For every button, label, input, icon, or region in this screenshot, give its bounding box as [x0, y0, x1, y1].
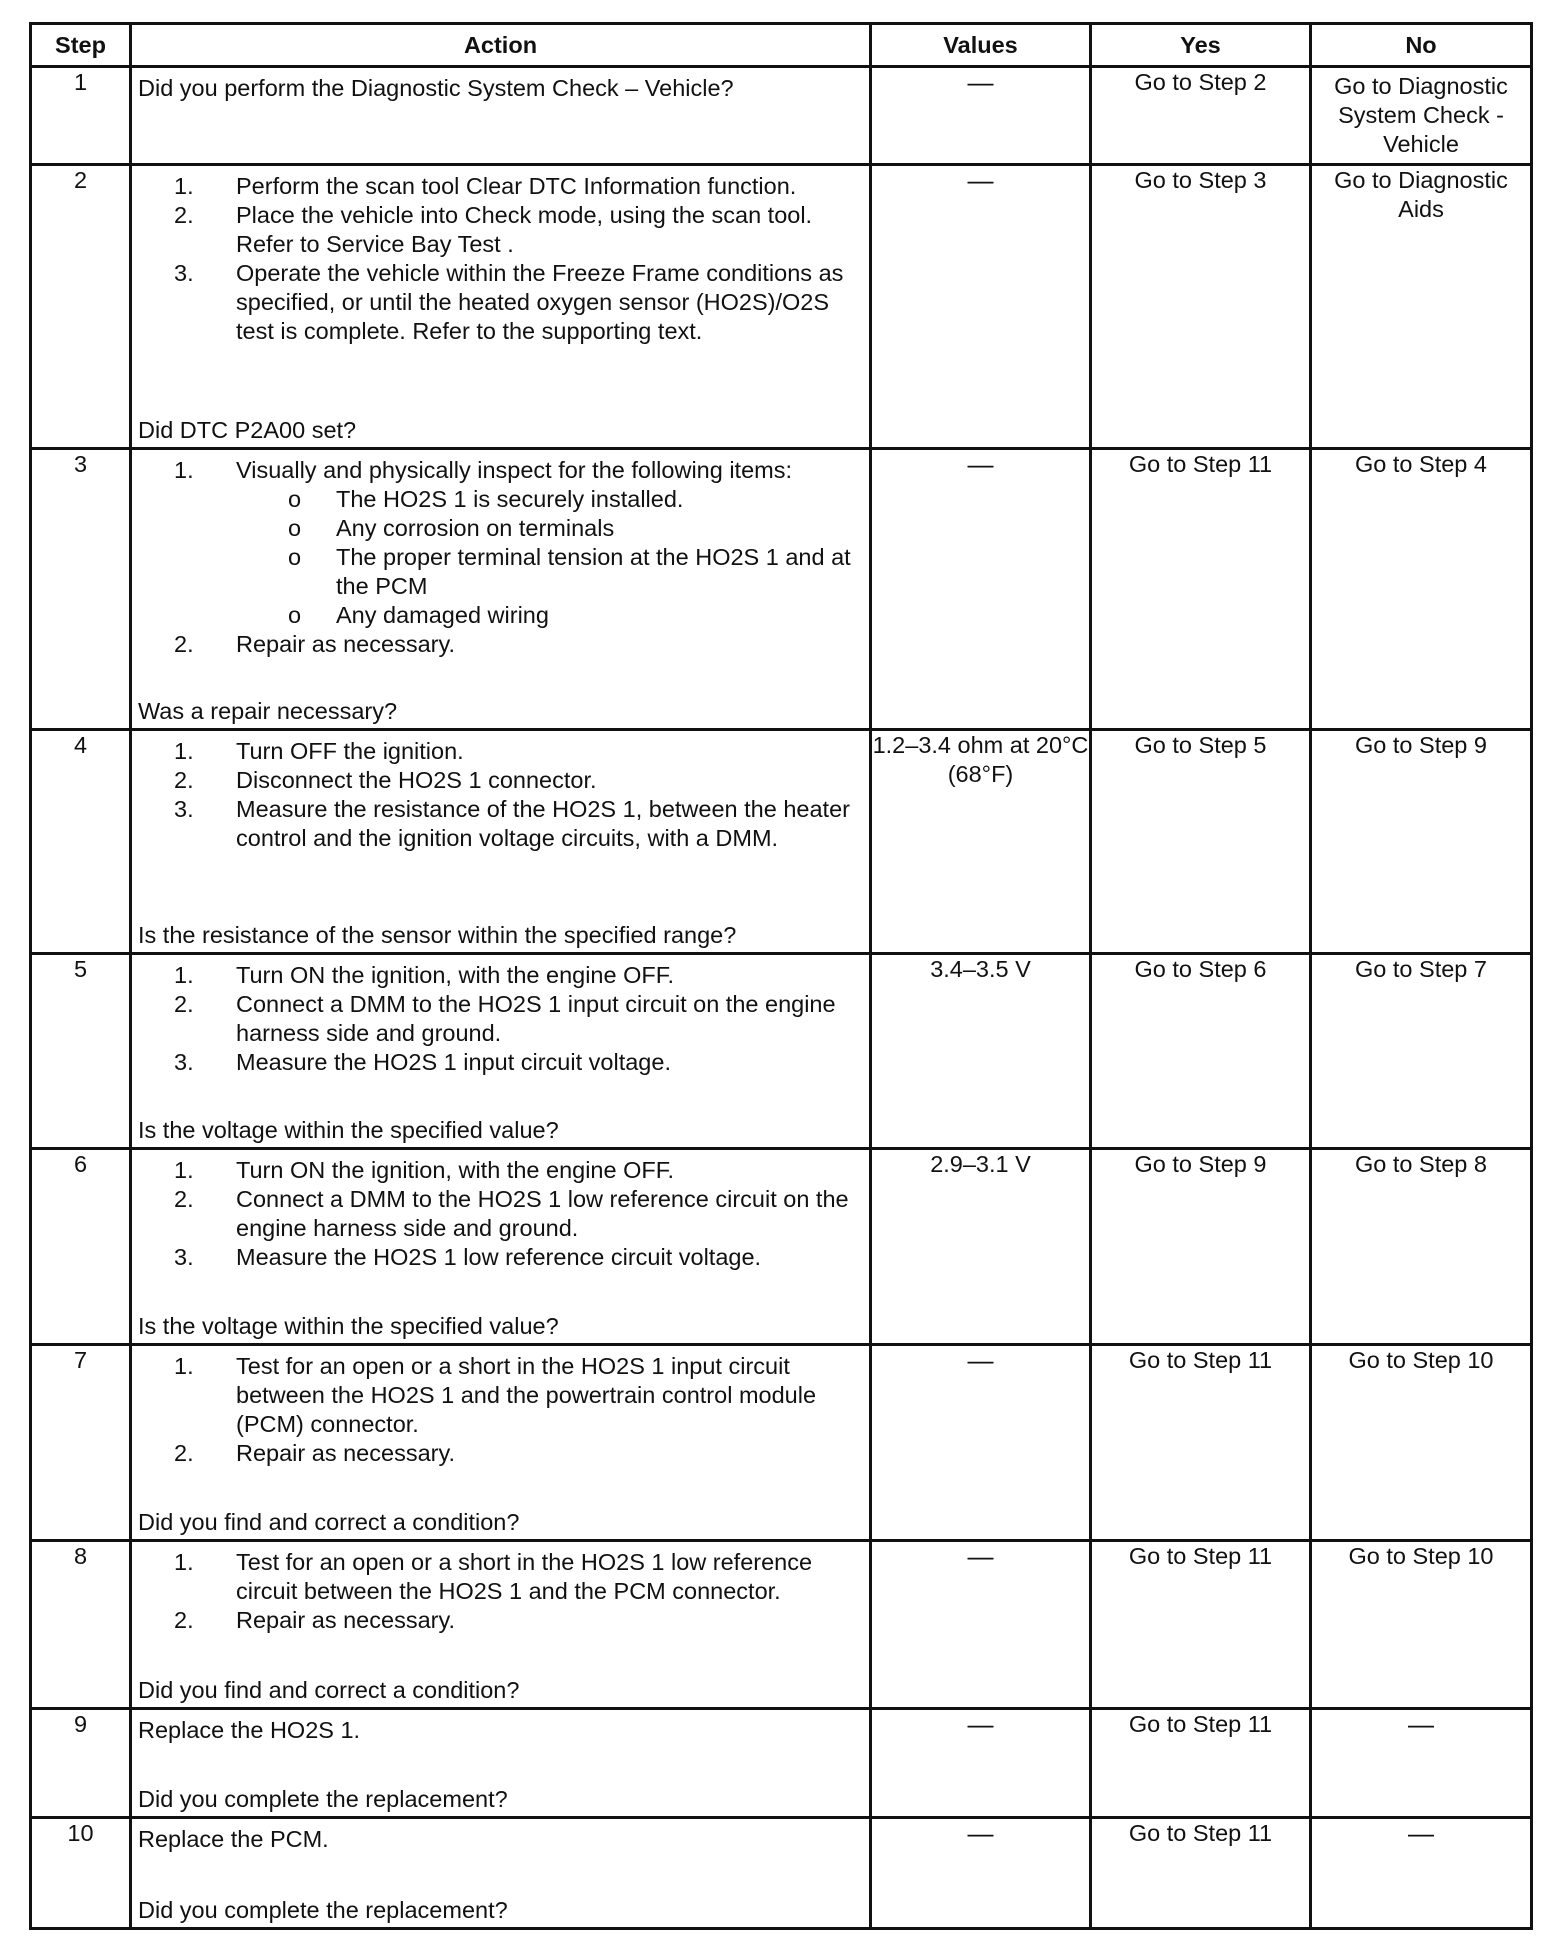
action-step-item	[236, 172, 863, 201]
step-number: 4	[31, 730, 131, 954]
action-body	[138, 1352, 863, 1468]
spec-value: —	[871, 1541, 1091, 1709]
table-row	[31, 730, 1532, 954]
no-outcome: Go to Step 9	[1311, 730, 1532, 954]
spec-value: —	[871, 1345, 1091, 1541]
step-number: 7	[31, 1345, 131, 1541]
yes-outcome: Go to Step 9	[1091, 1149, 1311, 1345]
spec-value: —	[871, 67, 1091, 165]
action-step-item	[236, 201, 863, 259]
table-row	[31, 67, 1532, 165]
no-outcome: —	[1311, 1709, 1532, 1818]
action-body	[138, 1716, 863, 1745]
action-step-item	[236, 1185, 863, 1243]
table-body	[31, 67, 1532, 1929]
action-step-item	[236, 1352, 863, 1439]
action-step-text: Test for an open or a short in the HO2S 1 low reference circuit between the HO2S 1 and the PCM connector.	[236, 1549, 813, 1604]
action-question: Did you find and correct a condition?	[138, 1509, 520, 1535]
action-intro-text: Did you perform the Diagnostic System Check – Vehicle?	[138, 75, 734, 101]
yes-outcome: Go to Step 11	[1091, 1541, 1311, 1709]
action-step-text: Operate the vehicle within the Freeze Frame conditions as specified, or until the heated oxygen sensor (HO2S)/O2S test is complete. Refer to the supporting text.	[236, 260, 844, 344]
no-outcome: Go to Step 10	[1311, 1345, 1532, 1541]
action-step-list	[138, 961, 863, 1077]
action-step-item	[236, 456, 863, 630]
action-question: Is the voltage within the specified value?	[138, 1313, 559, 1339]
action-step-item	[236, 1439, 863, 1468]
no-outcome: Go to Diagnostic System Check - Vehicle	[1311, 67, 1532, 165]
action-step-text: Measure the HO2S 1 low reference circuit voltage.	[236, 1244, 762, 1270]
action-body	[138, 737, 863, 853]
action-step-text: Connect a DMM to the HO2S 1 low reference circuit on the engine harness side and ground.	[236, 1186, 849, 1241]
action-question: Did you complete the replacement?	[138, 1897, 508, 1923]
step-number: 8	[31, 1541, 131, 1709]
inspection-subitem: o Any damaged wiring	[336, 601, 863, 630]
no-outcome: Go to Step 7	[1311, 954, 1532, 1149]
yes-outcome: Go to Step 11	[1091, 1345, 1311, 1541]
action-step-text: Turn ON the ignition, with the engine OFF.	[236, 1157, 675, 1183]
spec-value: —	[871, 449, 1091, 730]
inspection-subitem: o The HO2S 1 is securely installed.	[336, 485, 863, 514]
action-step-list	[138, 1548, 863, 1635]
action-step-text: Connect a DMM to the HO2S 1 input circuit on the engine harness side and ground.	[236, 991, 836, 1046]
action-cell	[131, 954, 871, 1149]
no-outcome: Go to Step 10	[1311, 1541, 1532, 1709]
table-row	[31, 1149, 1532, 1345]
table-row	[31, 1818, 1532, 1929]
action-step-list	[138, 1156, 863, 1272]
action-step-text: Turn ON the ignition, with the engine OFF.	[236, 962, 675, 988]
action-question: Was a repair necessary?	[138, 698, 398, 724]
action-step-item	[236, 961, 863, 990]
action-step-text: Place the vehicle into Check mode, using the scan tool. Refer to Service Bay Test .	[236, 202, 813, 257]
inspection-sublist	[236, 485, 863, 630]
action-cell	[131, 730, 871, 954]
step-number: 10	[31, 1818, 131, 1929]
action-body	[138, 456, 863, 659]
table-row	[31, 1345, 1532, 1541]
action-question: Did you complete the replacement?	[138, 1786, 508, 1812]
header-values: Values	[871, 24, 1091, 67]
action-step-item	[236, 737, 863, 766]
action-step-item	[236, 1048, 863, 1077]
action-step-text: Test for an open or a short in the HO2S 1 input circuit between the HO2S 1 and the powertrain control module (PCM) connector.	[236, 1353, 817, 1437]
action-step-text: Turn OFF the ignition.	[236, 738, 464, 764]
yes-outcome: Go to Step 2	[1091, 67, 1311, 165]
yes-outcome: Go to Step 6	[1091, 954, 1311, 1149]
action-body	[138, 1825, 863, 1854]
diagnostic-table	[29, 22, 1533, 1930]
action-step-list	[138, 456, 863, 659]
no-outcome: Go to Step 8	[1311, 1149, 1532, 1345]
action-step-item	[236, 1156, 863, 1185]
inspection-subitem: o The proper terminal tension at the HO2S 1 and at the PCM	[336, 543, 863, 601]
action-step-text: Measure the HO2S 1 input circuit voltage.	[236, 1049, 671, 1075]
step-number: 1	[31, 67, 131, 165]
action-step-text: Visually and physically inspect for the following items:	[236, 457, 793, 483]
spec-value: 3.4–3.5 V	[871, 954, 1091, 1149]
action-step-list	[138, 172, 863, 346]
table-row	[31, 1541, 1532, 1709]
action-cell	[131, 1149, 871, 1345]
spec-value: —	[871, 1709, 1091, 1818]
step-number: 6	[31, 1149, 131, 1345]
action-cell	[131, 449, 871, 730]
action-step-text: Repair as necessary.	[236, 631, 455, 657]
spec-value: —	[871, 1818, 1091, 1929]
action-body	[138, 74, 863, 103]
action-step-text: Repair as necessary.	[236, 1607, 455, 1633]
action-question: Is the voltage within the specified value?	[138, 1117, 559, 1143]
action-question: Did you find and correct a condition?	[138, 1677, 520, 1703]
step-number: 2	[31, 165, 131, 449]
header-yes: Yes	[1091, 24, 1311, 67]
step-number: 9	[31, 1709, 131, 1818]
yes-outcome: Go to Step 11	[1091, 1818, 1311, 1929]
table-row	[31, 1709, 1532, 1818]
table-row	[31, 954, 1532, 1149]
action-step-item	[236, 1243, 863, 1272]
no-outcome: Go to Step 4	[1311, 449, 1532, 730]
action-body	[138, 961, 863, 1077]
no-outcome: —	[1311, 1818, 1532, 1929]
action-cell	[131, 1541, 871, 1709]
action-step-item	[236, 795, 863, 853]
header-step: Step	[31, 24, 131, 67]
action-cell	[131, 1345, 871, 1541]
action-step-item	[236, 1606, 863, 1635]
action-step-item	[236, 259, 863, 346]
action-step-text: Measure the resistance of the HO2S 1, between the heater control and the ignition voltage circuits, with a DMM.	[236, 796, 850, 851]
header-row	[31, 24, 1532, 67]
table-row	[31, 165, 1532, 449]
action-step-item	[236, 766, 863, 795]
table-row	[31, 449, 1532, 730]
action-cell	[131, 165, 871, 449]
action-intro-text: Replace the HO2S 1.	[138, 1717, 361, 1743]
action-step-text: Disconnect the HO2S 1 connector.	[236, 767, 597, 793]
action-body	[138, 172, 863, 346]
action-step-text: Perform the scan tool Clear DTC Information function.	[236, 173, 797, 199]
action-step-item	[236, 990, 863, 1048]
action-step-text: Repair as necessary.	[236, 1440, 455, 1466]
step-number: 3	[31, 449, 131, 730]
action-step-list	[138, 737, 863, 853]
spec-value: —	[871, 165, 1091, 449]
action-question: Is the resistance of the sensor within the specified range?	[138, 922, 737, 948]
action-cell	[131, 1709, 871, 1818]
action-step-list	[138, 1352, 863, 1468]
action-body	[138, 1548, 863, 1635]
no-outcome: Go to Diagnostic Aids	[1311, 165, 1532, 449]
action-question: Did DTC P2A00 set?	[138, 417, 357, 443]
yes-outcome: Go to Step 3	[1091, 165, 1311, 449]
spec-value: 2.9–3.1 V	[871, 1149, 1091, 1345]
header-action: Action	[131, 24, 871, 67]
action-step-item	[236, 630, 863, 659]
action-body	[138, 1156, 863, 1272]
yes-outcome: Go to Step 5	[1091, 730, 1311, 954]
yes-outcome: Go to Step 11	[1091, 449, 1311, 730]
action-cell	[131, 1818, 871, 1929]
header-no: No	[1311, 24, 1532, 67]
action-step-item	[236, 1548, 863, 1606]
action-cell	[131, 67, 871, 165]
inspection-subitem: o Any corrosion on terminals	[336, 514, 863, 543]
action-intro-text: Replace the PCM.	[138, 1826, 329, 1852]
yes-outcome: Go to Step 11	[1091, 1709, 1311, 1818]
step-number: 5	[31, 954, 131, 1149]
spec-value: 1.2–3.4 ohm at 20°C (68°F)	[871, 730, 1091, 954]
